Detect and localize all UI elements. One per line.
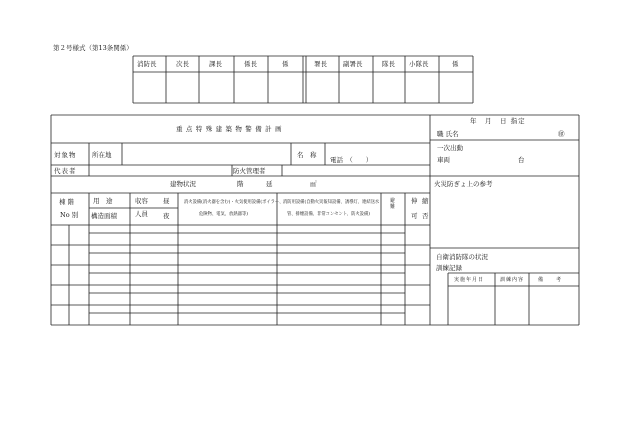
training-col-notes: 備 考 <box>538 277 563 283</box>
structure-area-label: 構造面積 <box>91 212 117 220</box>
sqm-unit: ㎡ <box>310 180 317 188</box>
plan-title: 重点特殊建築物警備計画 <box>176 125 285 133</box>
use-label: 用 途 <box>93 197 113 205</box>
floors-label: 階 <box>237 180 244 188</box>
location-label: 所在地 <box>92 151 112 159</box>
approval-staff-2: 係 <box>452 60 459 68</box>
approval-section-chief: 課長 <box>209 60 222 68</box>
seal-mark: ㊞ <box>558 130 565 138</box>
evacuation-label: 避難 <box>390 198 396 210</box>
extension-char-2: 縮 <box>422 197 429 205</box>
representative-label: 代表者 <box>54 167 77 175</box>
approval-subsection-chief: 係長 <box>244 60 257 68</box>
self-defense-label: 自衛消防隊の状況 <box>436 253 488 261</box>
extension-char-1: 伸 <box>411 197 418 205</box>
training-col-content: 訓練内容 <box>500 277 525 283</box>
approval-staff: 係 <box>282 60 289 68</box>
training-col-date: 実施年月日 <box>454 277 485 283</box>
training-record-label: 訓練記録 <box>436 264 462 272</box>
approval-squad-leader: 小隊長 <box>409 60 429 68</box>
equipment-left-line1: 消火設備(消火器を含む)・火気使用設備(ボイラー、 <box>184 200 284 205</box>
capacity-label: 収容 <box>135 197 148 205</box>
night-label: 夜 <box>163 212 170 220</box>
staff-name-label: 職 氏名 <box>437 130 459 138</box>
approval-deputy: 次長 <box>176 60 189 68</box>
name-label: 名 称 <box>297 151 317 159</box>
extension-char-3: 可 <box>411 212 418 220</box>
fire-manager-label: 防火管理者 <box>233 167 266 175</box>
building-floor-label: 棟階 <box>59 198 76 206</box>
equipment-right-line1: 消防用設備(自動火災報知設備、誘導灯、連結送水 <box>283 200 380 205</box>
fire-defense-ref: 火災防ぎょ上の参考 <box>434 180 493 188</box>
vehicle-label: 車両 <box>437 156 450 164</box>
approval-deputy-station-chief: 副署長 <box>343 60 363 68</box>
vehicle-unit: 台 <box>518 156 525 164</box>
phone-label: 電話 （ ） <box>330 156 373 164</box>
total-area-label: 延 <box>266 180 273 188</box>
first-dispatch-label: 一次出動 <box>437 144 463 152</box>
approval-fire-chief: 消防長 <box>137 60 157 68</box>
building-no-label: No 別 <box>60 211 79 219</box>
day-label: 昼 <box>163 197 170 205</box>
target-label: 対象物 <box>54 151 77 159</box>
form-label: 第２号様式（第13条関係） <box>53 44 133 52</box>
equipment-right-line2: 管、排煙設備、非常コンセント、防火設備) <box>287 212 370 217</box>
extension-char-4: 否 <box>422 212 429 220</box>
designation-date: 年 月 日 指定 <box>470 117 526 125</box>
persons-label: 人員 <box>135 210 148 218</box>
equipment-left-line2: 危険物、電気、放熱器等) <box>199 212 248 217</box>
building-status-label: 建物状況 <box>170 180 196 188</box>
approval-captain: 隊長 <box>382 60 395 68</box>
approval-station-chief: 署長 <box>314 60 327 68</box>
